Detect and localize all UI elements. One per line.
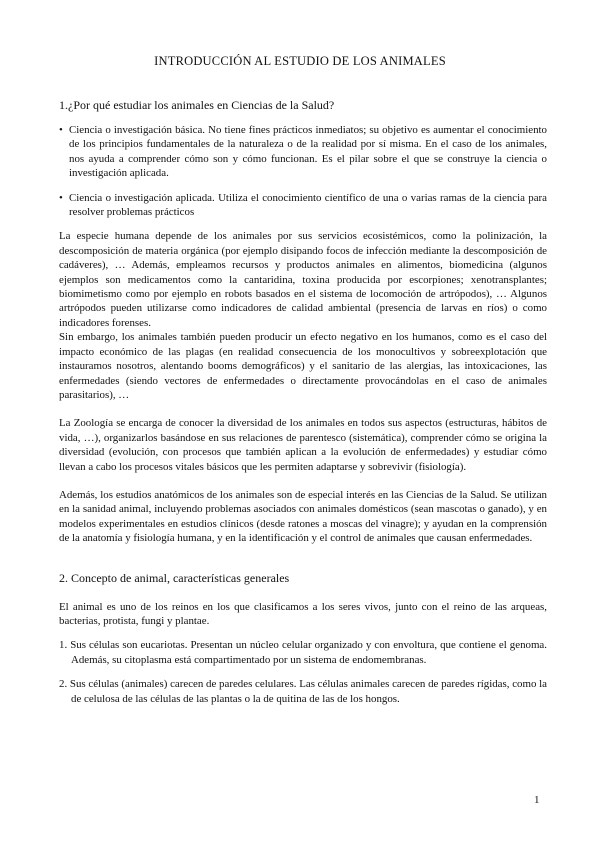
bullet-mark: •: [59, 191, 63, 204]
list-item-cell-walls: 2. Sus células (animales) carecen de paredes celulares. Las células animales carecen de paredes rígidas, como la de celulosa de las células de las plantas o la de quitina de las de los hongos.: [59, 678, 547, 705]
paragraph-zoology: La Zoología se encarga de conocer la diversidad de los animales en todos sus aspectos (estructuras, hábitos de vida, …), organizarlos basándose en sus relaciones de parentesco (sistemática), comprender cómo se origina la diversidad (evolución, con procesos que también aplican a la evolución de enfermedades) y estudiar cómo llevan a cabo los procesos vitales básicos que les permiten adaptarse y sobrevivir (fisiología).: [59, 417, 547, 473]
bullet-basic-research: [59, 123, 547, 181]
document-body: [59, 97, 547, 706]
bullet-applied-research: [59, 191, 547, 220]
bullet-mark: •: [59, 124, 63, 136]
paragraph-anatomy: Además, los estudios anatómicos de los animales son de especial interés en las Ciencias de la Salud. Se utilizan en la sanidad animal, incluyendo problemas asociados con animales domésticos (sean mascotas o ganado), y en modelos experimentales en estudios clínicos (desde ratones a moscas del vinagre); y ayudan en la comprensión de la anatomía y fisiología humana, y en la identificación y el control de animales que causan enfermedades.: [59, 488, 547, 545]
bullet-text: Ciencia o investigación aplicada. Utiliza el conocimiento científico de una o varias ramas de la ciencia para resolver problemas prácticos: [69, 191, 547, 219]
page-number: 1: [534, 794, 540, 806]
list-item-eukaryotic: 1. Sus células son eucariotas. Presentan un núcleo celular organizado y con envoltura, que contiene el genoma. Además, su citoplasma está compartimentado por un sistema de endomembranas.: [59, 639, 547, 666]
paragraph-negative-effects: Sin embargo, los animales también pueden producir un efecto negativo en los humanos, como es el caso del impacto económico de las plagas (en realidad consecuencia de los monocultivos y sobreexplotación que instauramos nosotros, alentando booms demográficos) y el sanitario de las alergias, las intoxicaciones, las enfermedades (siendo vectores de enfermedades o directamente provocándolas en el caso de animales parasitarios), …: [59, 331, 547, 401]
section-2-heading: 2. Concepto de animal, características generales: [59, 570, 290, 585]
document-title: INTRODUCCIÓN AL ESTUDIO DE LOS ANIMALES: [154, 54, 446, 68]
paragraph-ecosystem-services: La especie humana depende de los animales por sus servicios ecosistémicos, como la polinización, la descomposición de materia orgánica (por ejemplo disipando focos de infección mediante la descomposición de cadáveres), … Además, empleamos recursos y productos animales en alimentos, biomedicina (algunos ejemplos son medicamentos como la cantaridina, toxina producida por escorpiones; xenotransplantes; biomimetismo como por ejemplo en robots basados en el sistema de locomoción de artrópodos), … Algunos artrópodos pueden utilizarse como indicadores de calidad ambiental (presencia de larvas en ríos) o como indicadores forenses.: [59, 230, 547, 329]
bullet-text: Ciencia o investigación básica. No tiene fines prácticos inmediatos; su objetivo es aumentar el conocimiento de los principios fundamentales de la naturaleza o de la realidad por sí misma. En el caso de los animales, nos ayuda a comprender cómo son y cómo funcionan. Es el pilar sobre el que se construye la ciencia o investigación aplicada.: [69, 124, 547, 180]
paragraph-animal-kingdom: El animal es uno de los reinos en los que clasificamos a los seres vivos, junto con el reino de las arqueas, bacterias, protista, fungi y plantae.: [59, 600, 547, 627]
section-1-heading: 1.¿Por qué estudiar los animales en Ciencias de la Salud?: [59, 98, 335, 112]
